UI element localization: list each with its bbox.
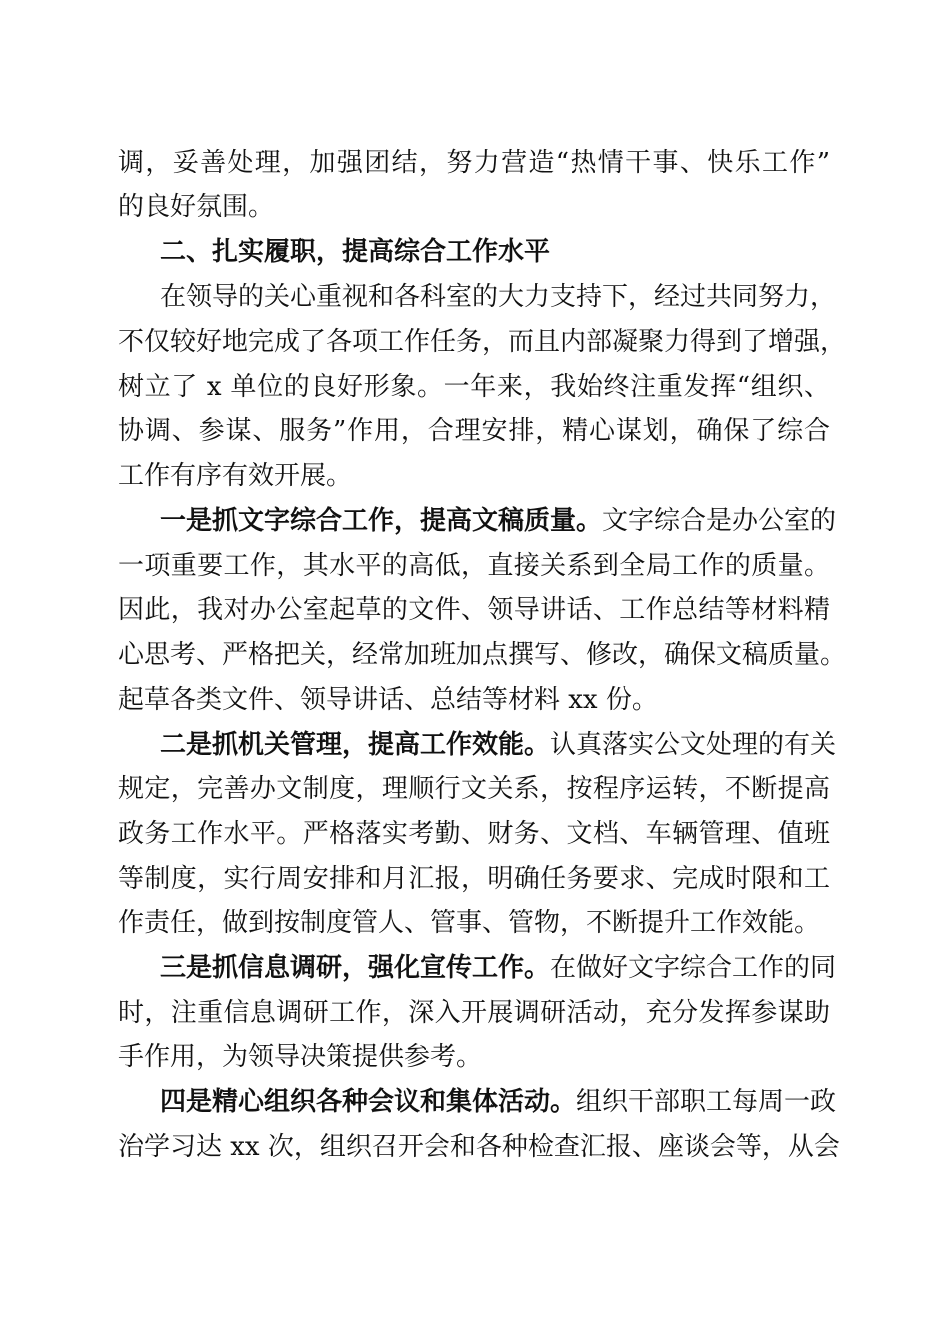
paragraph-lead: 二是抓机关管理，提高工作效能。: [160, 730, 551, 760]
paragraph-line: 时，注重信息调研工作，深入开展调研活动，充分发挥参谋助: [118, 998, 830, 1028]
paragraph-line: 树立了 x 单位的良好形象。一年来，我始终注重发挥“组织、: [118, 372, 830, 402]
paragraph-line: [160, 725, 837, 765]
paragraph-line: 规定，完善办文制度，理顺行文关系，按程序运转，不断提高: [118, 774, 830, 804]
paragraph-line: 在领导的关心重视和各科室的大力支持下，经过共同努力，: [160, 282, 837, 312]
paragraph-text: 认真落实公文处理的有关: [550, 730, 837, 760]
paragraph-line: 工作有序有效开展。: [118, 461, 353, 491]
paragraph-line: 协调、参谋、服务”作用，合理安排，精心谋划，确保了综合: [118, 416, 830, 446]
paragraph-lead: 四是精心组织各种会议和集体活动。: [160, 1087, 577, 1117]
paragraph-line: [160, 501, 837, 541]
paragraph-line: 心思考、严格把关，经常加班加点撰写、修改，确保文稿质量。: [118, 640, 847, 670]
paragraph-text: 组织干部职工每周一政: [576, 1087, 837, 1117]
paragraph-lead: 三是抓信息调研，强化宣传工作。: [160, 953, 551, 983]
paragraph-line: 起草各类文件、领导讲话、总结等材料 xx 份。: [118, 685, 658, 715]
section-heading: 二、扎实履职，提高综合工作水平: [160, 237, 551, 267]
paragraph-line: 不仅较好地完成了各项工作任务，而且内部凝聚力得到了增强，: [118, 327, 847, 357]
paragraph-line: 调，妥善处理，加强团结，努力营造“热情干事、快乐工作”: [118, 148, 830, 178]
paragraph-line: [160, 1082, 837, 1122]
paragraph-line: 作责任，做到按制度管人、管事、管物，不断提升工作效能。: [118, 908, 821, 938]
paragraph-line: 政务工作水平。严格落实考勤、财务、文档、车辆管理、值班: [118, 819, 830, 849]
paragraph-line: 的良好氛围。: [118, 192, 275, 222]
paragraph-line: [160, 948, 837, 988]
paragraph-line: 治学习达 xx 次，组织召开会和各种检查汇报、座谈会等，从会: [118, 1132, 840, 1162]
paragraph-text: 在做好文字综合工作的同: [550, 953, 837, 983]
paragraph-text: 文字综合是办公室的: [602, 506, 837, 536]
paragraph-line: 一项重要工作，其水平的高低，直接关系到全局工作的质量。: [118, 551, 830, 581]
paragraph-line: 因此，我对办公室起草的文件、领导讲话、工作总结等材料精: [118, 595, 830, 625]
paragraph-line: 等制度，实行周安排和月汇报，明确任务要求、完成时限和工: [118, 864, 830, 894]
paragraph-lead: 一是抓文字综合工作，提高文稿质量。: [160, 506, 603, 536]
paragraph-line: 手作用，为领导决策提供参考。: [118, 1042, 483, 1072]
